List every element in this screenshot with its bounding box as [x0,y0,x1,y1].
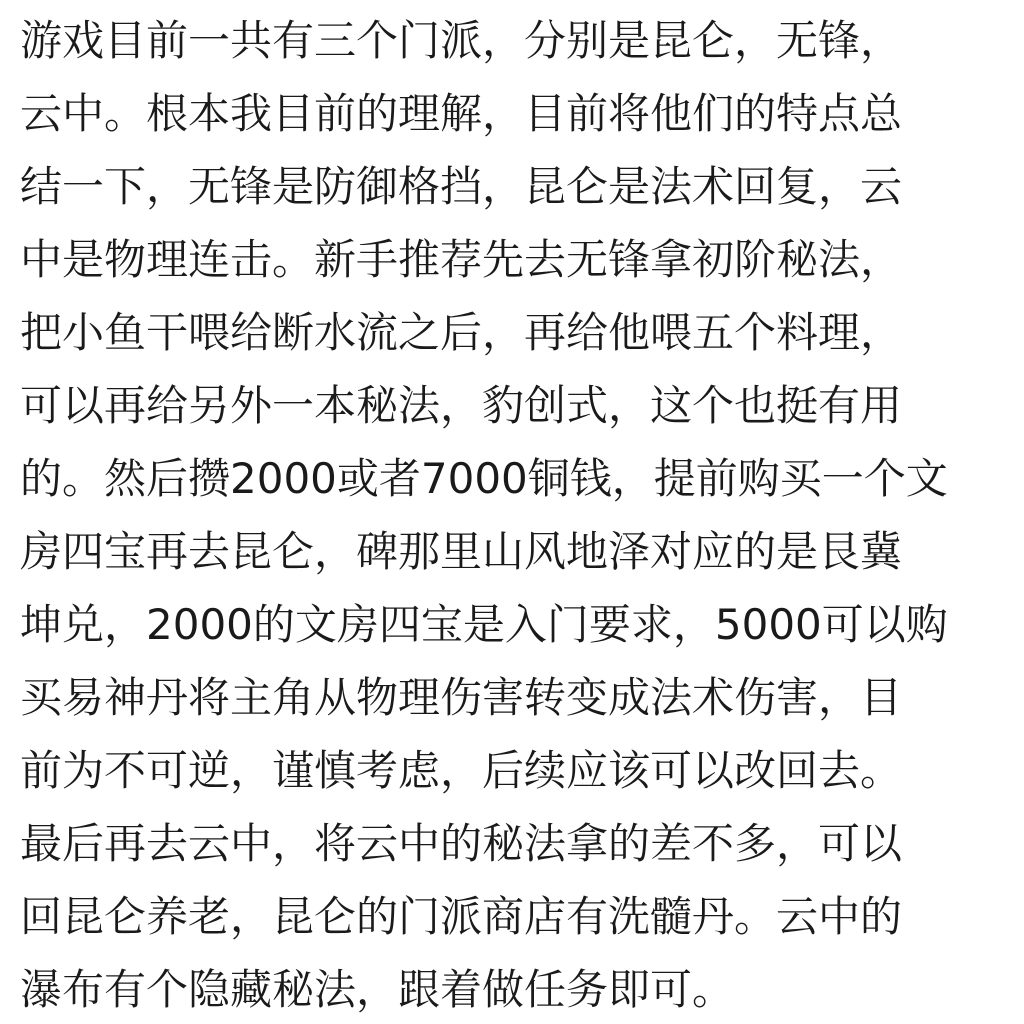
text-line: 瀑布有个隐藏秘法，跟着做任务即可。 [20,965,735,1014]
text-line: 最后再去云中，将云中的秘法拿的差不多，可以 [20,819,903,868]
text-line: 可以再给另外一本秘法，豹创式，这个也挺有用 [20,381,903,430]
text-line: 把小鱼干喂给断水流之后，再给他喂五个料理， [20,308,903,357]
text-line: 游戏目前一共有三个门派，分别是昆仑，无锋， [20,16,903,65]
text-line: 结一下，无锋是防御格挡，昆仑是法术回复，云 [20,162,903,211]
text-line: 的。然后攒2000或者7000铜钱，提前购买一个文 [20,454,948,503]
text-line: 回昆仑养老，昆仑的门派商店有洗髓丹。云中的 [20,892,903,941]
text-line: 房四宝再去昆仑，碑那里山风地泽对应的是艮冀 [20,527,903,576]
text-line: 坤兑，2000的文房四宝是入门要求，5000可以购 [20,600,948,649]
text-line: 前为不可逆，谨慎考虑，后续应该可以改回去。 [20,746,903,795]
post-body [20,0,1008,1024]
text-line: 中是物理连击。新手推荐先去无锋拿初阶秘法， [20,235,903,284]
text-line: 买易神丹将主角从物理伤害转变成法术伤害，目 [20,673,903,722]
text-line: 云中。根本我目前的理解，目前将他们的特点总 [20,89,903,138]
